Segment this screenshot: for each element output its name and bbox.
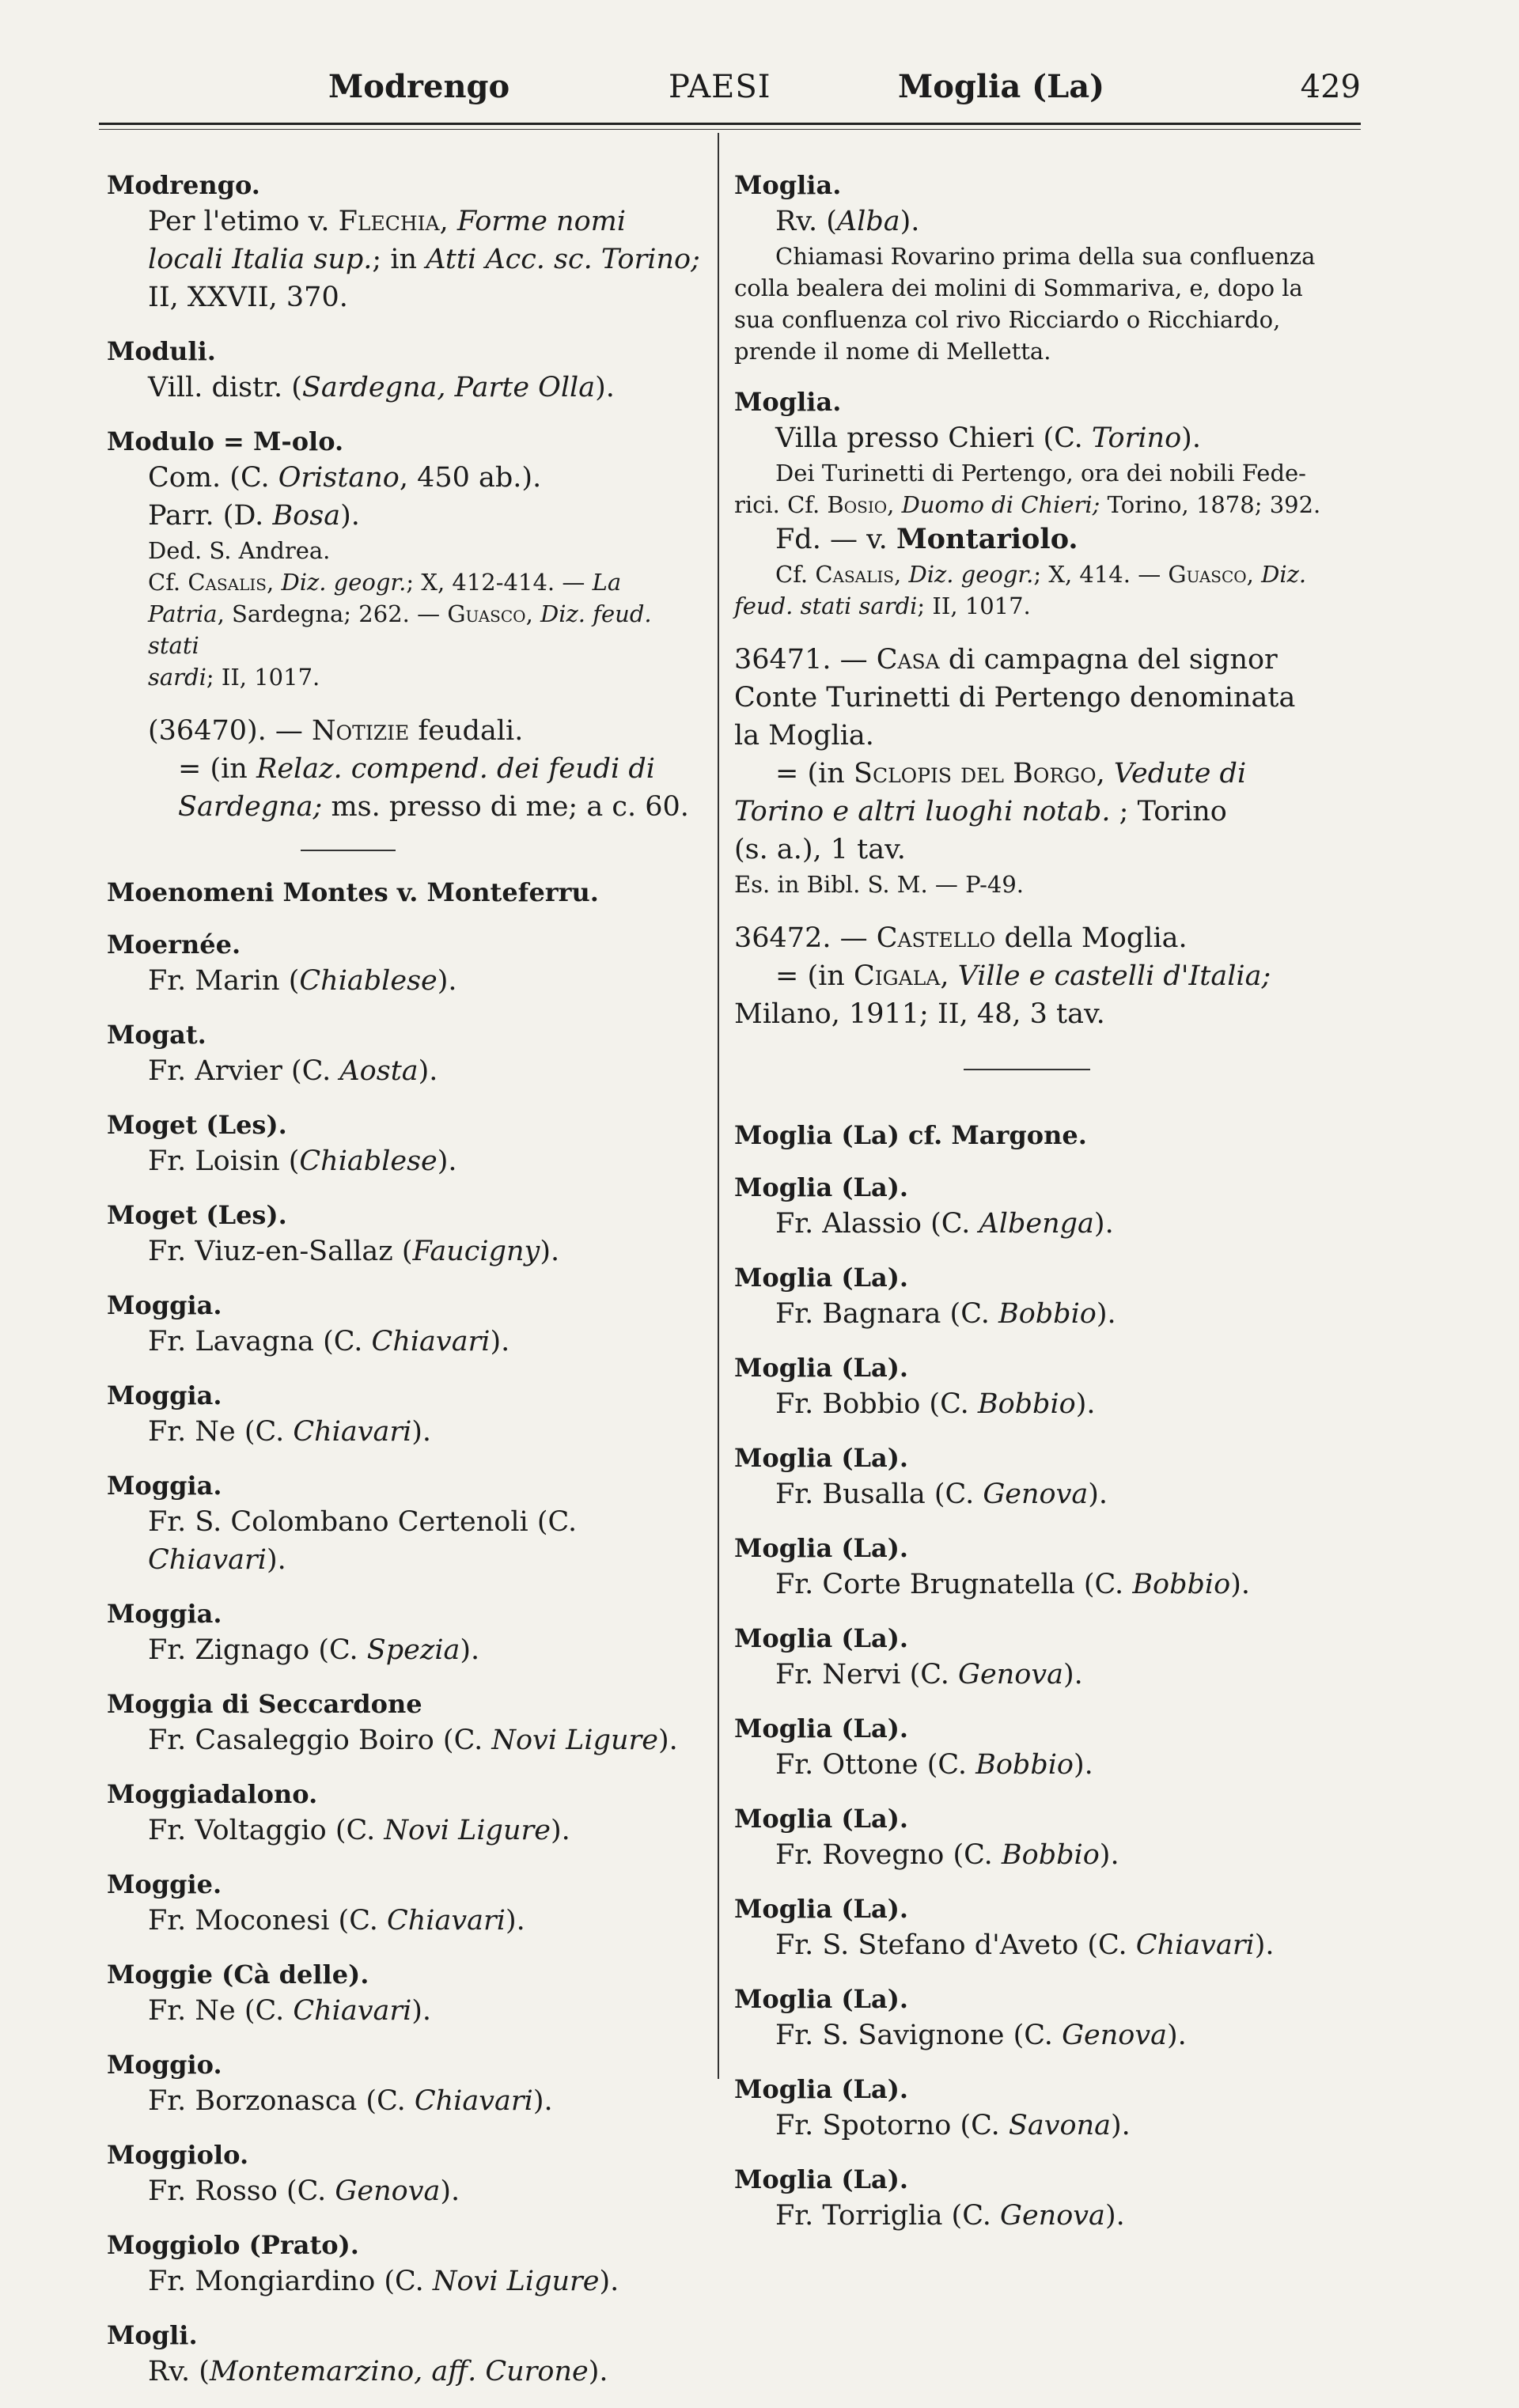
list-entry <box>107 1867 700 1940</box>
entry-line: Fr. Borzonasca (C. Chiavari). <box>148 2085 553 2117</box>
list-entry <box>107 2047 700 2120</box>
entry-line: Cf. Casalis, Diz. geogr.; X, 414. — Guasco, Diz. <box>775 561 1307 588</box>
entry-line: rici. Cf. Bosio, Duomo di Chieri; Torino, 1878; 392. <box>734 491 1321 518</box>
list-entry <box>107 2137 700 2210</box>
list-entry <box>734 1982 1367 2054</box>
doc-line: (s. a.), 1 tav. <box>734 834 906 865</box>
entry-line: Fr. S. Savignone (C. Genova). <box>775 2020 1187 2051</box>
entry-moenomeni <box>107 875 700 910</box>
entry-line: feud. stati sardi; II, 1017. <box>734 593 1031 619</box>
headword: Moglia (La). <box>734 1713 908 1744</box>
entry-line: Fr. Alassio (C. Albenga). <box>775 1208 1114 1240</box>
entry-line: Fr. Moconesi (C. Chiavari). <box>148 1905 525 1937</box>
entry-line: Fr. Casaleggio Boiro (C. Novi Ligure). <box>148 1725 678 1756</box>
headword: Modrengo. <box>107 170 260 200</box>
entry-line: Fr. Lavagna (C. Chiavari). <box>148 1326 510 1357</box>
list-entry <box>107 1017 700 1090</box>
entry-line: Fr. Voltaggio (C. Novi Ligure). <box>148 1815 570 1846</box>
headword: Moggiadalono. <box>107 1779 318 1809</box>
headword: Moglia (La). <box>734 1443 908 1473</box>
entry-line: Fr. S. Stefano d'Aveto (C. Chiavari). <box>775 1929 1275 1961</box>
headword: Moggiolo (Prato). <box>107 2230 359 2260</box>
entry-line: sua confluenza col rivo Ricciardo o Ricchiardo, <box>734 306 1281 333</box>
entry-line: II, XXVII, 370. <box>148 282 348 313</box>
list-entry <box>107 1198 700 1270</box>
entry-line: Fr. Nervi (C. Genova). <box>775 1659 1083 1691</box>
list-entry <box>734 1711 1367 1784</box>
headword: Moggio. <box>107 2050 222 2080</box>
header-rule <box>99 123 1361 125</box>
entry-line: Fr. Corte Brugnatella (C. Bobbio). <box>775 1569 1250 1600</box>
right-entry-list <box>734 1170 1367 2235</box>
headword: Moglia (La). <box>734 1894 908 1924</box>
running-header <box>99 63 1361 119</box>
list-entry <box>107 2318 700 2391</box>
doc-line: = (in Sclopis del Borgo, Vedute di <box>775 758 1247 789</box>
header-right: Moglia (La) <box>898 68 1105 105</box>
list-entry <box>107 1777 700 1850</box>
list-entry <box>107 2228 700 2300</box>
headword: Moglia (La). <box>734 1533 908 1563</box>
section-separator <box>301 850 396 851</box>
entry-line: Cf. Casalis, Diz. geogr.; X, 412-414. — La <box>148 569 622 596</box>
headword: Mogli. <box>107 2320 198 2350</box>
entry-line: Fr. Bobbio (C. Bobbio). <box>775 1388 1096 1420</box>
entry-line: prende il nome di Melletta. <box>734 338 1051 365</box>
list-entry <box>107 1468 700 1579</box>
entry-moduli <box>107 334 700 407</box>
headword: Moglia (La). <box>734 1263 908 1293</box>
headword: Moglia (La). <box>734 1984 908 2014</box>
headword: Moglia. <box>734 387 842 417</box>
list-entry <box>107 1107 700 1180</box>
headword: Moget (Les). <box>107 1110 287 1140</box>
list-entry <box>734 1350 1367 1423</box>
headword: Moglia (La) cf. Margone. <box>734 1120 1087 1150</box>
list-entry <box>734 1801 1367 1874</box>
entry-line: Rv. (Montemarzino, aff. Curone). <box>148 2356 608 2387</box>
doc-line: Torino e altri luoghi notab. ; Torino <box>734 796 1227 827</box>
entry-line: Villa presso Chieri (C. Torino). <box>775 422 1201 454</box>
headword: Moglia (La). <box>734 1353 908 1383</box>
headword: Moenomeni Montes v. Monteferru. <box>107 877 599 907</box>
doc-line: 36471. — Casa di campagna del signor <box>734 644 1278 676</box>
entry-moglia-rv <box>734 168 1367 367</box>
entry-line: Com. (C. Oristano, 450 ab.). <box>148 462 542 494</box>
entry-moglia-villa <box>734 384 1367 1033</box>
doc-line: Es. in Bibl. S. M. — P-49. <box>734 871 1024 898</box>
list-entry <box>107 1378 700 1451</box>
list-entry <box>734 2162 1367 2235</box>
doc-line: = (in Relaz. compend. dei feudi di <box>178 753 655 785</box>
headword: Moget (Les). <box>107 1200 287 1230</box>
headword: Moglia (La). <box>734 1172 908 1202</box>
entry-line: Fd. — v. Montariolo. <box>775 523 1078 555</box>
doc-line: = (in Cigala, Ville e castelli d'Italia; <box>775 960 1271 992</box>
headword: Moggia. <box>107 1471 222 1501</box>
entry-line: Fr. S. Colombano Certenoli (C. Chiavari). <box>148 1506 578 1576</box>
header-center: PAESI <box>669 69 771 105</box>
entry-moglia-cf <box>734 1118 1367 1153</box>
left-column <box>107 168 700 2408</box>
list-entry <box>734 1531 1367 1603</box>
header-rule-thin <box>99 129 1361 130</box>
list-entry <box>107 927 700 1000</box>
list-entry <box>734 1621 1367 1694</box>
doc-line: Sardegna; ms. presso di me; a c. 60. <box>178 791 689 823</box>
headword: Moglia (La). <box>734 2164 908 2194</box>
list-entry <box>734 2072 1367 2145</box>
entry-line: Fr. Zignago (C. Spezia). <box>148 1634 480 1666</box>
entry-line: Fr. Busalla (C. Genova). <box>775 1478 1108 1510</box>
entry-line: Fr. Ne (C. Chiavari). <box>148 1995 432 2027</box>
list-entry <box>107 1957 700 2030</box>
entry-modulo <box>107 424 700 826</box>
entry-line: Per l'etimo v. Flechia, Forme nomi <box>148 206 627 237</box>
column-divider <box>718 133 719 2079</box>
left-entry-list <box>107 927 700 2391</box>
doc-line: Milano, 1911; II, 48, 3 tav. <box>734 998 1105 1030</box>
headword: Moggiolo. <box>107 2140 249 2170</box>
doc-line: Conte Turinetti di Pertengo denominata <box>734 682 1296 714</box>
doc-line: 36472. — Castello della Moglia. <box>734 922 1188 954</box>
list-entry <box>734 1891 1367 1964</box>
entry-line: Dei Turinetti di Pertengo, ora dei nobili Fede- <box>775 460 1306 487</box>
list-entry <box>107 1288 700 1361</box>
headword: Moggia. <box>107 1380 222 1410</box>
headword: Moglia (La). <box>734 2074 908 2104</box>
headword: Moggia di Seccardone <box>107 1689 422 1719</box>
entry-line: Fr. Marin (Chiablese). <box>148 965 457 997</box>
entry-line: Fr. Viuz-en-Sallaz (Faucigny). <box>148 1236 560 1267</box>
entry-line: Fr. Arvier (C. Aosta). <box>148 1055 438 1087</box>
list-entry <box>734 1170 1367 1243</box>
headword: Moduli. <box>107 336 216 366</box>
entry-line: Chiamasi Rovarino prima della sua confluenza <box>775 243 1316 270</box>
headword: Moglia. <box>734 170 842 200</box>
entry-line: Vill. distr. (Sardegna, Parte Olla). <box>148 372 615 403</box>
entry-line: locali Italia sup.; in Atti Acc. sc. Torino; <box>148 244 700 275</box>
header-left: Modrengo <box>328 68 510 105</box>
section-separator <box>964 1069 1090 1070</box>
doc-line: la Moglia. <box>734 720 874 752</box>
headword: Moernée. <box>107 930 241 960</box>
headword: Moggie. <box>107 1869 222 1899</box>
headword: Moggia. <box>107 1290 222 1320</box>
entry-line: Fr. Bagnara (C. Bobbio). <box>775 1298 1116 1330</box>
entry-line: Patria, Sardegna; 262. — Guasco, Diz. feud. stati <box>148 600 652 659</box>
entry-line: Parr. (D. Bosa). <box>148 500 360 532</box>
list-entry <box>107 1596 700 1669</box>
entry-line: Fr. Loisin (Chiablese). <box>148 1145 457 1177</box>
headword: Moglia (La). <box>734 1623 908 1653</box>
headword: Moggia. <box>107 1599 222 1629</box>
entry-line: Fr. Rovegno (C. Bobbio). <box>775 1839 1119 1871</box>
entry-line: colla bealera dei molini di Sommariva, e, dopo la <box>734 274 1303 301</box>
headword: Mogat. <box>107 1020 206 1050</box>
entry-line: Fr. Torriglia (C. Genova). <box>775 2200 1125 2232</box>
entry-line: Fr. Ne (C. Chiavari). <box>148 1416 432 1448</box>
entry-line: Fr. Spotorno (C. Savona). <box>775 2110 1131 2141</box>
list-entry <box>107 1687 700 1759</box>
page-number: 429 <box>1300 69 1361 105</box>
entry-modrengo <box>107 168 700 316</box>
doc-line: (36470). — Notizie feudali. <box>148 715 524 747</box>
list-entry <box>734 1441 1367 1513</box>
entry-line: Ded. S. Andrea. <box>148 537 331 564</box>
entry-line: sardi; II, 1017. <box>148 664 320 691</box>
headword: Moggie (Cà delle). <box>107 1959 369 1990</box>
entry-line: Fr. Ottone (C. Bobbio). <box>775 1749 1093 1781</box>
entry-line: Rv. (Alba). <box>775 206 920 237</box>
right-column <box>734 168 1367 2252</box>
entry-line: Fr. Mongiardino (C. Novi Ligure). <box>148 2266 619 2297</box>
headword: Modulo = M-olo. <box>107 426 344 456</box>
list-entry <box>734 1260 1367 1333</box>
entry-line: Fr. Rosso (C. Genova). <box>148 2175 460 2207</box>
headword: Moglia (La). <box>734 1804 908 1834</box>
